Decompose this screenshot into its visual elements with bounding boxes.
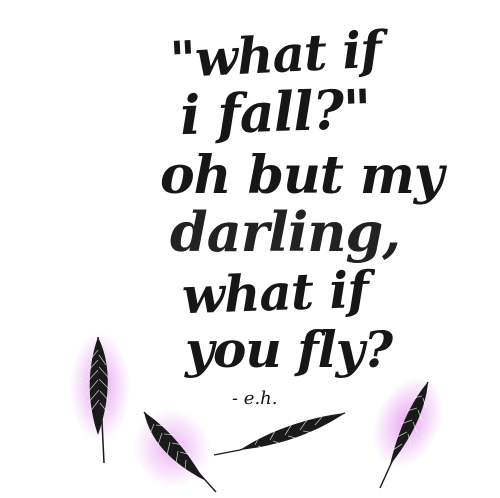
quote-line-3: oh but my (160, 145, 444, 206)
feather-icon (68, 325, 138, 470)
quote-line-1: "what if (168, 19, 383, 90)
quote-attribution: - e.h. (232, 388, 278, 409)
feather-icon (210, 405, 355, 465)
quote-line-6: you fly? (185, 320, 393, 379)
quote-line-4: darling, (170, 200, 401, 264)
quote-line-2: i fall?" (178, 76, 372, 148)
quote-line-5: what if (181, 259, 369, 326)
feather-icon (360, 370, 450, 495)
